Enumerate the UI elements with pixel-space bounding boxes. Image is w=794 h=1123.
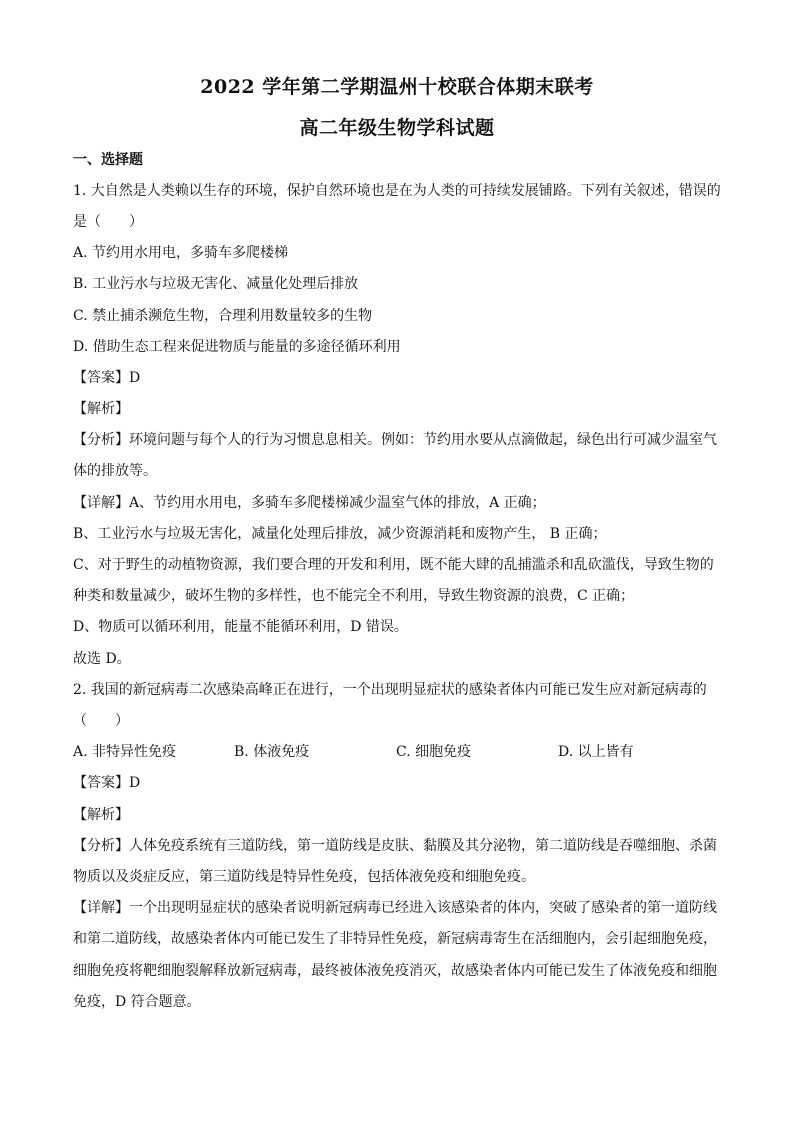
q2-detail-line-1: 【详解】一个出现明显症状的感染者说明新冠病毒已经进入该感染者的体内，突破了感染者的第一道防线 (73, 900, 717, 916)
q1-option-d: D. 借助生态工程来促进物质与能量的多途径循环利用 (73, 339, 401, 355)
q1-fenxi-line-1: 【分析】环境问题与每个人的行为习惯息息相关。例如：节约用水要从点滴做起，绿色出行可减少温室气 (73, 432, 717, 448)
q1-stem-line-2: 是（ ） (73, 214, 143, 230)
q2-answer: 【答案】D (73, 775, 141, 791)
q1-option-b: B. 工业污水与垃圾无害化、减量化处理后排放 (73, 276, 359, 292)
q2-option-c: C. 细胞免疫 (396, 744, 472, 760)
section-heading: 一、选择题 (73, 152, 143, 168)
q1-conclusion: 故选 D。 (73, 651, 131, 667)
q1-detail-line-1: 【详解】A、节约用水用电，多骑车多爬楼梯减少温室气体的排放，A 正确； (73, 495, 546, 511)
q1-detail-line-3: C、对于野生的动植物资源，我们要合理的开发和利用，既不能大肆的乱捕滥杀和乱砍滥伐，导致生物的 (73, 557, 714, 573)
q2-stem-line-1: 2. 我国的新冠病毒二次感染高峰正在进行，一个出现明显症状的感染者体内可能已发生应对新冠病毒的 (73, 682, 707, 698)
q1-option-a: A. 节约用水用电，多骑车多爬楼梯 (73, 245, 289, 261)
q2-stem-line-2: （ ） (73, 713, 129, 729)
q2-detail-line-3: 细胞免疫将靶细胞裂解释放新冠病毒，最终被体液免疫消灭，故感染者体内可能已发生了体液免疫和细胞 (73, 963, 717, 979)
q2-analysis-label: 【解析】 (73, 807, 129, 823)
q2-fenxi-line-1: 【分析】人体免疫系统有三道防线，第一道防线是皮肤、黏膜及其分泌物，第二道防线是吞噬细胞、杀菌 (73, 838, 717, 854)
q2-option-d: D. 以上皆有 (558, 744, 634, 760)
q1-answer: 【答案】D (73, 370, 141, 386)
q2-fenxi-line-2: 物质以及炎症反应，第三道防线是特异性免疫，包括体液免疫和细胞免疫。 (73, 869, 535, 885)
q1-analysis-label: 【解析】 (73, 401, 129, 417)
q1-detail-line-5: D、物质可以循环利用，能量不能循环利用，D 错误。 (73, 619, 408, 635)
q1-option-c: C. 禁止捕杀濒危生物，合理利用数量较多的生物 (73, 308, 373, 324)
q2-option-b: B. 体液免疫 (234, 744, 310, 760)
q2-detail-line-4: 免疫，D 符合题意。 (73, 994, 201, 1010)
q1-fenxi-line-2: 体的排放等。 (73, 463, 157, 479)
q2-detail-line-2: 和第二道防线，故感染者体内可能已发生了非特异性免疫，新冠病毒寄生在活细胞内，会引起细胞免疫， (73, 931, 717, 947)
q1-detail-line-4: 种类和数量减少，破坏生物的多样性，也不能完全不利用，导致生物资源的浪费，C 正确； (73, 588, 635, 604)
q2-option-a: A. 非特异性免疫 (73, 744, 177, 760)
exam-subtitle: 高二年级生物学科试题 (299, 117, 495, 139)
q1-stem-line-1: 1. 大自然是人类赖以生存的环境，保护自然环境也是在为人类的可持续发展铺路。下列有关叙述，错误的 (73, 183, 721, 199)
q1-detail-line-2: B、工业污水与垃圾无害化，减量化处理后排放，减少资源消耗和废物产生， B 正确； (73, 526, 607, 542)
exam-title: 2022 学年第二学期温州十校联合体期末联考 (200, 76, 594, 98)
